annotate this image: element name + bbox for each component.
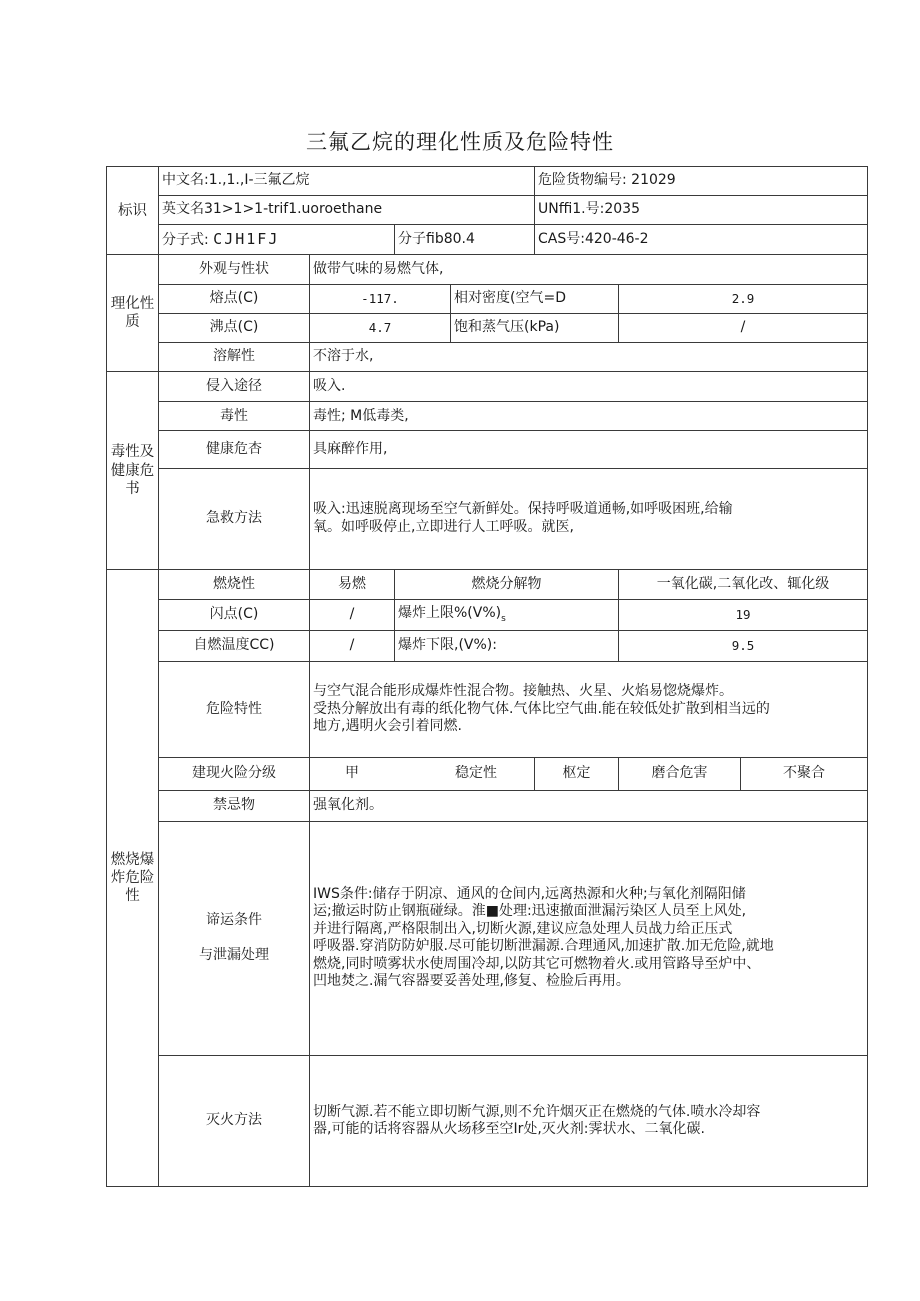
route-value: 吸入. [310, 372, 868, 402]
comb-row-extinguish [107, 1056, 868, 1187]
tox-row-toxicity [107, 402, 868, 431]
density-value: 2.9 [619, 284, 868, 313]
decomposition-value: 一氧化碳,二氧化改、辄化级 [619, 570, 868, 600]
solubility-value: 不溶于水, [310, 342, 868, 371]
flammability-value: 易燃 [310, 570, 395, 600]
phys-row-melting [107, 284, 868, 313]
stability-value: 枢定 [535, 758, 619, 790]
comb-row-forbidden [107, 790, 868, 821]
extinguish-text [310, 1056, 868, 1187]
vapor-pressure-label: 饱和蒸气压(kPa) [451, 313, 619, 342]
english-name: 英文名31>1>1-trif1.uoroethane [159, 196, 535, 225]
molecular-weight: 分子fib80.4 [395, 225, 535, 255]
route-label: 侵入途径 [159, 372, 310, 402]
storage-line: 燃烧,同时喷雾状水使周围冷却,以防其它可燃物着火.或用管路导至炉中、 [313, 955, 761, 972]
first-aid-text [310, 468, 868, 570]
phys-row-boiling [107, 313, 868, 342]
un-number: UNffi1.号:2035 [535, 196, 868, 225]
autoignition-value: / [310, 630, 395, 661]
storage-line: 凹地焚之.漏气容器要妥善处理,修复、检脸后再用。 [313, 973, 630, 990]
forbidden-value: 强氧化剂。 [310, 790, 868, 821]
flash-point-label: 闪点(C) [159, 600, 310, 630]
tox-row-route [107, 372, 868, 402]
hazard-label: 危险特性 [159, 661, 310, 758]
comb-row-hazard [107, 661, 868, 758]
first-aid-line: 氧。如呼吸停止,立即进行人工呼吸。就医, [313, 518, 574, 535]
storage-line: 并进行隔离,严格限制出入,切断火源,建议应急处理人员战力给正压式 [313, 920, 733, 937]
phys-row-solubility [107, 342, 868, 371]
storage-line: 运;撤运时防止钢瓶碰绿。淮■处理:迅速撤面泄漏污染区人员至上风处, [313, 903, 747, 920]
hazard-line: 受热分解放出有毒的纸化物气体.气体比空气曲.能在较低处扩散到相当远的 [313, 700, 770, 717]
hazard-number: 危险货物编号: 21029 [535, 167, 868, 196]
stability-label: 稳定性 [455, 765, 498, 782]
solubility-label: 溶解性 [159, 342, 310, 371]
extinguish-line: 器,可能的话将容器从火场移至空Ir处,灭火剂:霁状水、二氧化碳. [313, 1121, 705, 1138]
molecular-formula: CJH1FJ [213, 230, 280, 249]
document-title: 三氟乙烷的理化性质及危险特性 [306, 130, 614, 154]
toxicity-value: 毒性; M低毒类, [310, 402, 868, 431]
formula-label: 分子式: [162, 232, 209, 249]
appearance-value: 做带气味的易燃气体, [310, 255, 868, 284]
boiling-label: 沸点(C) [159, 313, 310, 342]
storage-line: 呼吸器.穿消防防妒服.尽可能切断泄漏源.合理通风,加速扩散.加无危险,就地 [313, 938, 774, 955]
upper-limit-value: 19 [619, 600, 868, 630]
fire-class-cell [310, 758, 535, 790]
forbidden-label: 禁忌物 [159, 790, 310, 821]
cas-number: CAS号:420-46-2 [535, 225, 868, 255]
hazard-line: 地方,遇明火会引着同燃. [313, 718, 462, 735]
flash-point-value: / [310, 600, 395, 630]
vapor-pressure-value: / [619, 313, 868, 342]
first-aid-label: 急救方法 [159, 468, 310, 570]
polymerization-label: 磨合危害 [619, 758, 741, 790]
melting-value: -117. [310, 284, 451, 313]
lower-limit-label: 爆炸下限,(V%): [395, 630, 619, 661]
comb-row-fire-class [107, 758, 868, 790]
formula-cell [159, 225, 395, 255]
hazard-text [310, 661, 868, 758]
storage-label-line-1: 谛运条件 [206, 912, 262, 929]
extinguish-line: 切断气源.若不能立即切断气源,则不允许烟灭正在燃烧的气体.喷水冷却容 [313, 1103, 761, 1120]
tox-row-health [107, 431, 868, 468]
comb-row-storage [107, 821, 868, 1055]
upper-limit-suffix: s [501, 613, 506, 624]
section-combustion: 燃烧爆炸危险性 [107, 570, 159, 1187]
section-identification: 标识 [107, 167, 159, 255]
decomposition-label: 燃烧分解物 [395, 570, 619, 600]
toxicity-label: 毒性 [159, 402, 310, 431]
flammability-label: 燃烧性 [159, 570, 310, 600]
density-label: 相对密度(空气=D [451, 284, 619, 313]
storage-text [310, 821, 868, 1055]
id-row-3 [107, 225, 868, 255]
comb-row-flammability [107, 570, 868, 600]
fire-class-value: 甲 [345, 765, 359, 782]
first-aid-line: 吸入:迅速脱离现场至空气新鲜处。保持呼吸道通畅,如呼吸困班,给输 [313, 501, 733, 518]
polymerization-value: 不聚合 [741, 758, 868, 790]
tox-row-first-aid [107, 468, 868, 570]
section-physical: 理化性质 [107, 255, 159, 372]
section-toxicity: 毒性及健康危书 [107, 372, 159, 570]
appearance-label: 外观与性状 [159, 255, 310, 284]
health-label: 健康危杏 [159, 431, 310, 468]
autoignition-label: 自燃温度CC) [159, 630, 310, 661]
melting-label: 熔点(C) [159, 284, 310, 313]
fire-class-label: 建现火险分级 [159, 758, 310, 790]
storage-label [159, 821, 310, 1055]
id-row-1 [107, 167, 868, 196]
phys-row-appearance [107, 255, 868, 284]
chinese-name: 中文名:1.,1.,I-三氟乙烷 [159, 167, 535, 196]
upper-limit-label-cell [395, 600, 619, 630]
boiling-value: 4.7 [310, 313, 451, 342]
upper-limit-label: 爆炸上限%(V%) [398, 604, 502, 621]
id-row-2 [107, 196, 868, 225]
msds-table [106, 166, 868, 1187]
storage-line: IWS条件:储存于阴凉、通风的仓间内,远离热源和火种;与氧化剂隔阳储 [313, 885, 746, 902]
lower-limit-value: 9.5 [619, 630, 868, 661]
comb-row-flash [107, 600, 868, 630]
comb-row-autoignition [107, 630, 868, 661]
storage-label-line-2: 与泄漏处理 [199, 947, 269, 964]
extinguish-label: 灭火方法 [159, 1056, 310, 1187]
hazard-line: 与空气混合能形成爆炸性混合物。接触热、火星、火焰易惚烧爆炸。 [313, 683, 733, 700]
health-value: 具麻醉作用, [310, 431, 868, 468]
